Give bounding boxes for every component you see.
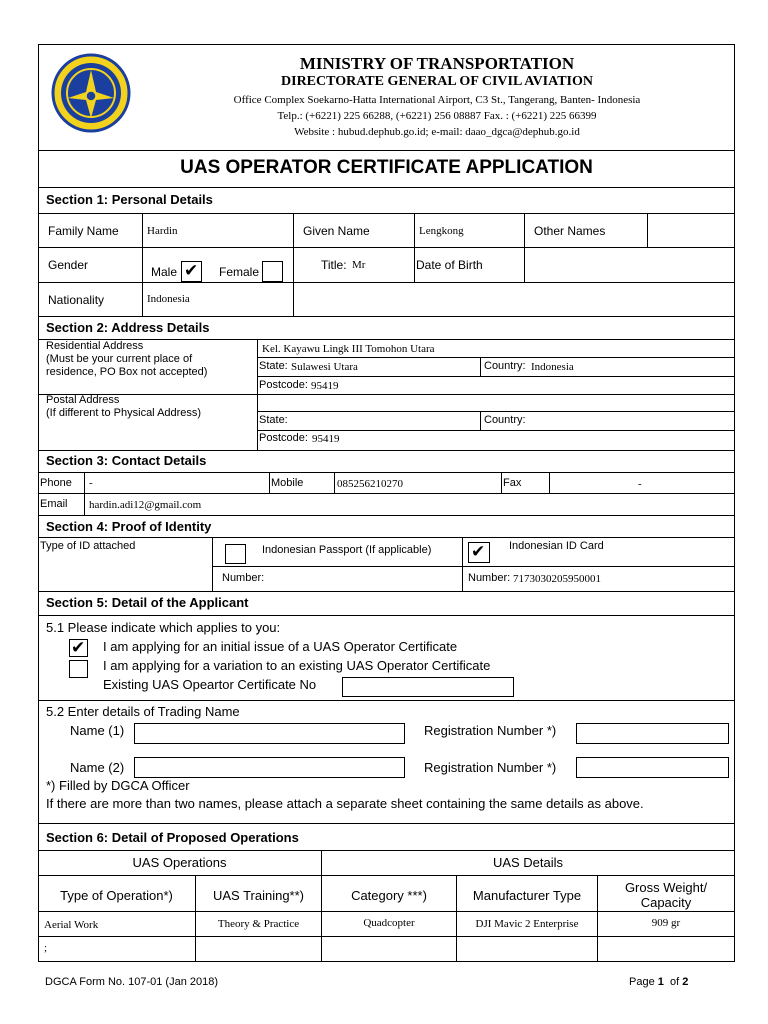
female-label: Female bbox=[219, 265, 260, 279]
postal-postcode-field[interactable]: 95419 bbox=[312, 433, 340, 445]
col-manufacturer-header: Manufacturer Type bbox=[472, 888, 582, 903]
fax-label: Fax bbox=[503, 477, 522, 489]
mobile-label: Mobile bbox=[271, 477, 304, 489]
reg2-label: Registration Number *) bbox=[424, 760, 557, 775]
postal-address-field[interactable] bbox=[258, 395, 734, 412]
office-website: Website : hubud.dephub.go.id; e-mail: daao_dgca@dephub.go.id bbox=[294, 126, 580, 138]
filled-note: *) Filled by DGCA Officer bbox=[46, 778, 190, 793]
female-checkbox[interactable] bbox=[262, 261, 283, 282]
frame-left bbox=[38, 44, 39, 962]
id-number-field[interactable]: 7173030205950001 bbox=[513, 573, 601, 585]
name2-label: Name (2) bbox=[70, 760, 125, 775]
title-label: Title: bbox=[321, 258, 347, 272]
directorate-title: DIRECTORATE GENERAL OF CIVIL AVIATION bbox=[281, 74, 593, 89]
initial-issue-label: I am applying for an initial issue of a UAS Operator Certificate bbox=[103, 639, 458, 654]
email-field[interactable]: hardin.adi12@gmail.com bbox=[89, 499, 202, 511]
initial-issue-checkbox[interactable] bbox=[69, 639, 88, 657]
postal-country-label: Country: bbox=[484, 414, 526, 426]
phone-field[interactable]: - bbox=[89, 477, 93, 489]
nationality-label: Nationality bbox=[48, 293, 105, 307]
row1-type[interactable]: Aerial Work bbox=[44, 919, 99, 931]
postal-postcode-label: Postcode: bbox=[259, 432, 308, 444]
col-weight-header: Gross Weight/ Capacity bbox=[624, 880, 708, 910]
ministry-title: MINISTRY OF TRANSPORTATION bbox=[299, 54, 575, 73]
name2-input[interactable] bbox=[134, 757, 405, 778]
name1-input[interactable] bbox=[134, 723, 405, 744]
section-3-title: Section 3: Contact Details bbox=[46, 453, 207, 468]
check-mark-icon: ✔ bbox=[184, 261, 199, 281]
col-training-header: UAS Training**) bbox=[212, 888, 305, 903]
reg1-input[interactable] bbox=[576, 723, 729, 744]
existing-cert-input[interactable] bbox=[342, 677, 514, 697]
country-label: Country: bbox=[484, 360, 526, 372]
fax-field[interactable]: - bbox=[638, 478, 642, 490]
q52-label: 5.2 Enter details of Trading Name bbox=[46, 704, 240, 719]
variation-checkbox[interactable] bbox=[69, 660, 88, 678]
male-label: Male bbox=[151, 265, 178, 279]
row1-manufacturer[interactable]: DJI Mavic 2 Enterprise bbox=[475, 918, 579, 930]
passport-number-label: Number: bbox=[222, 572, 265, 584]
page-indicator: Page 1 of 2 bbox=[629, 976, 689, 988]
family-name-label: Family Name bbox=[48, 224, 119, 238]
col-category-header: Category ***) bbox=[351, 888, 427, 903]
row1-training[interactable]: Theory & Practice bbox=[217, 918, 300, 930]
more-names-note: If there are more than two names, please attach a separate sheet containing the same details as above. bbox=[46, 796, 644, 811]
state-label: State: bbox=[259, 360, 288, 372]
id-type-label: Type of ID attached bbox=[40, 540, 136, 552]
gender-label: Gender bbox=[48, 258, 89, 272]
dob-field[interactable] bbox=[526, 248, 734, 282]
reg1-label: Registration Number *) bbox=[424, 723, 557, 738]
passport-checkbox[interactable] bbox=[225, 544, 246, 564]
passport-label: Indonesian Passport (If applicable) bbox=[262, 544, 432, 556]
uas-operations-header: UAS Operations bbox=[132, 855, 227, 870]
form-title: UAS OPERATOR CERTIFICATE APPLICATION bbox=[180, 157, 593, 178]
col-type-header: Type of Operation*) bbox=[60, 888, 173, 903]
phone-label: Phone bbox=[40, 477, 72, 489]
check-mark-icon: ✔ bbox=[471, 542, 486, 562]
postcode-field[interactable]: 95419 bbox=[311, 380, 339, 392]
postal-address-label: Postal Address (If different to Physical Address) bbox=[46, 394, 202, 419]
given-name-label: Given Name bbox=[303, 224, 370, 238]
row1-weight[interactable]: 909 gr bbox=[651, 917, 681, 929]
section-4-title: Section 4: Proof of Identity bbox=[46, 519, 212, 534]
nationality-field[interactable]: Indonesia bbox=[147, 293, 190, 305]
section-1-title: Section 1: Personal Details bbox=[46, 192, 213, 207]
q51-label: 5.1 Please indicate which applies to you: bbox=[46, 620, 281, 635]
reg2-input[interactable] bbox=[576, 757, 729, 778]
residential-address-field[interactable]: Kel. Kayawu Lingk III Tomohon Utara bbox=[262, 343, 435, 355]
dob-label: Date of Birth bbox=[416, 258, 483, 272]
id-number-label: Number: bbox=[468, 572, 511, 584]
form-number: DGCA Form No. 107-01 (Jan 2018) bbox=[45, 976, 219, 988]
family-name-field[interactable]: Hardin bbox=[147, 225, 178, 237]
divider bbox=[38, 150, 735, 151]
check-mark-icon: ✔ bbox=[71, 638, 86, 658]
office-phone: Telp.: (+6221) 225 66288, (+6221) 256 08887 Fax. : (+6221) 225 66399 bbox=[277, 110, 597, 122]
office-address: Office Complex Soekarno-Hatta International Airport, C3 St., Tangerang, Banten- Indonesia bbox=[233, 94, 641, 106]
state-field[interactable]: Sulawesi Utara bbox=[291, 361, 358, 373]
title-field[interactable]: Mr bbox=[352, 259, 366, 271]
variation-label: I am applying for a variation to an existing UAS Operator Certificate bbox=[103, 658, 491, 673]
row1-category[interactable]: Quadcopter bbox=[363, 917, 415, 929]
residential-address-label: Residential Address (Must be your current place of residence, PO Box not accepted) bbox=[46, 340, 208, 378]
uas-details-header: UAS Details bbox=[492, 855, 564, 870]
frame-right bbox=[734, 44, 735, 962]
other-names-field[interactable] bbox=[649, 214, 734, 247]
row2-type[interactable]: ; bbox=[44, 942, 48, 954]
id-card-label: Indonesian ID Card bbox=[509, 540, 604, 552]
frame-bottom bbox=[38, 961, 735, 962]
divider bbox=[38, 187, 735, 188]
email-label: Email bbox=[40, 498, 68, 510]
name1-label: Name (1) bbox=[70, 723, 125, 738]
existing-cert-label: Existing UAS Opeartor Certificate No bbox=[103, 677, 317, 692]
postal-state-label: State: bbox=[259, 414, 288, 426]
dgca-logo-icon bbox=[50, 52, 132, 134]
section-6-title: Section 6: Detail of Proposed Operations bbox=[46, 830, 299, 845]
mobile-field[interactable]: 085256210270 bbox=[337, 478, 403, 490]
male-checkbox[interactable] bbox=[181, 261, 202, 282]
postcode-label: Postcode: bbox=[259, 379, 308, 391]
given-name-field[interactable]: Lengkong bbox=[419, 225, 464, 237]
section-2-title: Section 2: Address Details bbox=[46, 320, 210, 335]
other-names-label: Other Names bbox=[534, 224, 606, 238]
frame-top bbox=[38, 44, 735, 45]
id-card-checkbox[interactable] bbox=[468, 542, 490, 563]
country-field[interactable]: Indonesia bbox=[531, 361, 574, 373]
section-5-title: Section 5: Detail of the Applicant bbox=[46, 595, 249, 610]
